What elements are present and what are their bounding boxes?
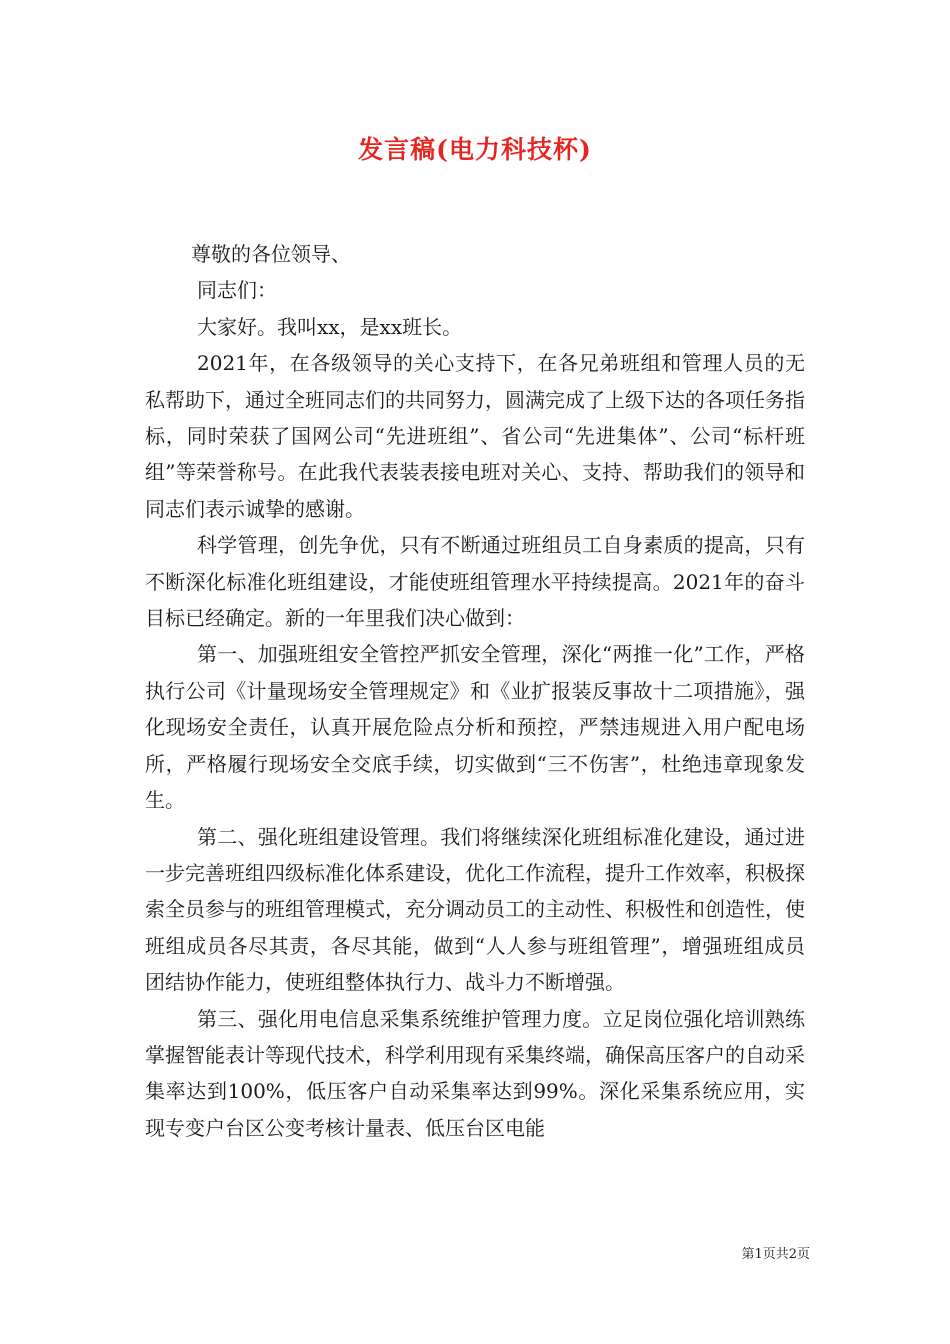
- body-paragraph: 科学管理，创先争优，只有不断通过班组员工自身素质的提高，只有不断深化标准化班组建设，才能使班组管理水平持续提高。2021年的奋斗目标已经确定。新的一年里我们决心做到：: [145, 533, 805, 631]
- salutation-line-1: 尊敬的各位领导、: [191, 242, 351, 266]
- greeting-paragraph: 大家好。我叫xx，是xx班长。: [197, 314, 463, 339]
- salutation-line-2: 同志们：: [197, 278, 277, 303]
- body-paragraph: 第三、强化用电信息采集系统维护管理力度。立足岗位强化培训熟练掌握智能表计等现代技术，科学利用现有采集终端，确保高压客户的自动采集率达到100%，低压客户自动采集率达到99%。深化采集系统应用，实现专变户台区公变考核计量表、低压台区电能: [145, 1006, 805, 1140]
- page-number-footer: 第1页共2页: [741, 1247, 810, 1262]
- page-title: 发言稿(电力科技杯): [358, 135, 592, 164]
- body-paragraph: 第二、强化班组建设管理。我们将继续深化班组标准化建设，通过进一步完善班组四级标准化体系建设，优化工作流程，提升工作效率，积极探索全员参与的班组管理模式，充分调动员工的主动性、积极性和创造性，使班组成员各尽其责，各尽其能，做到“人人参与班组管理”，增强班组成员团结协作能力，使班组整体执行力、战斗力不断增强。: [145, 824, 805, 995]
- body-paragraph: 2021年，在各级领导的关心支持下，在各兄弟班组和管理人员的无私帮助下，通过全班同志们的共同努力，圆满完成了上级下达的各项任务指标，同时荣获了国网公司“先进班组”、省公司“先进集体”、公司“标杆班组”等荣誉称号。在此我代表装表接电班对关心、支持、帮助我们的领导和同志们表示诚挚的感谢。: [145, 351, 805, 521]
- body-paragraph: 第一、加强班组安全管控严抓安全管理，深化“两推一化”工作，严格执行公司《计量现场安全管理规定》和《业扩报装反事故十二项措施》，强化现场安全责任，认真开展危险点分析和预控，严禁违规进入用户配电场所，严格履行现场安全交底手续，切实做到“三不伤害”，杜绝违章现象发生。: [145, 642, 805, 813]
- document-body: [145, 236, 805, 1146]
